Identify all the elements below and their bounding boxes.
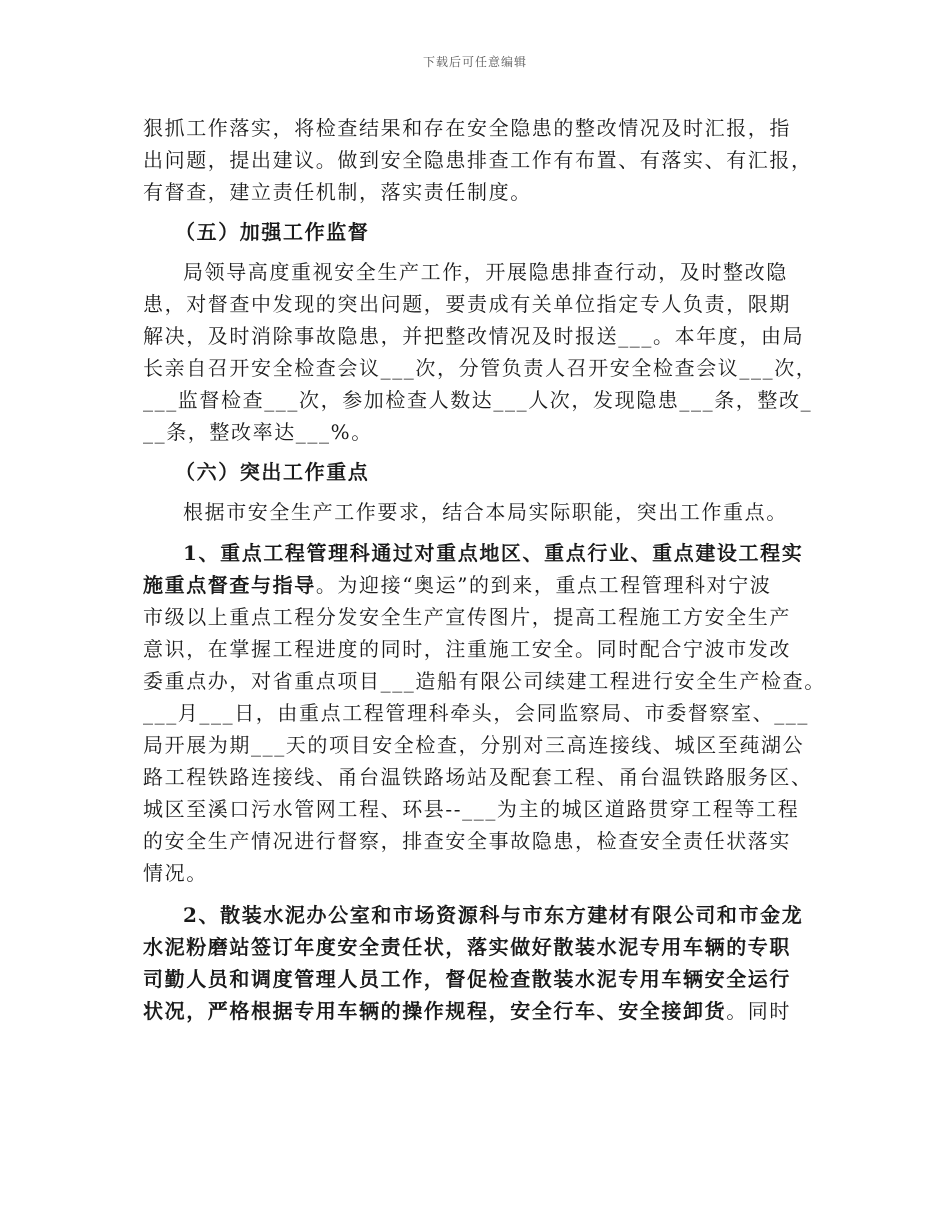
page-header-note: 下载后可任意编辑 <box>422 55 527 69</box>
text-line: ___监督检查___次，参加检查人数达___人次，发现隐患___条，整改_ <box>143 388 813 412</box>
text-line: 解决，及时消除事故隐患，并把整改情况及时报送___。本年度，由局 <box>143 324 805 348</box>
text-line: 根据市安全生产工作要求，结合本局实际职能，突出工作重点。 <box>183 500 788 524</box>
text-line: 意识，在掌握工程进度的同时，注重施工安全。同时配合宁波市发改 <box>143 637 791 661</box>
text-line: __条，整改率达___%。 <box>143 420 373 444</box>
bold-text-line: 司勤人员和调度管理人员工作，督促检查散装水泥专用车辆安全运行 <box>143 967 791 991</box>
bold-text-fragment: 施重点督查与指导 <box>143 573 316 597</box>
paragraph-implementation <box>143 112 815 208</box>
text-line: 狠抓工作落实，将检查结果和存在安全隐患的整改情况及时汇报，指 <box>143 116 791 140</box>
document-body <box>143 112 826 1027</box>
text-line: 城区至溪口污水管网工程、环县--___为主的城区道路贯穿工程等工程 <box>143 797 800 821</box>
text-fragment: 。为迎接“奥运”的到来，重点工程管理科对宁波 <box>315 573 772 597</box>
text-fragment: 。同时 <box>726 999 792 1023</box>
bold-text-line: 2、散装水泥办公室和市场资源科与市东方建材有限公司和市金龙 <box>183 903 804 927</box>
text-line: 路工程铁路连接线、甬台温铁路场站及配套工程、甬台温铁路服务区、 <box>143 765 813 789</box>
text-line: ___月___日，由重点工程管理科牵头，会同监察局、市委督察室、___ <box>143 701 809 725</box>
section-heading-key-work: （六）突出工作重点 <box>175 460 370 484</box>
paragraph-supervision <box>143 256 818 448</box>
section-heading-supervision: （五）加强工作监督 <box>175 220 370 244</box>
bold-text-line: 水泥粉磨站签订年度安全责任状，落实做好散装水泥专用车辆的专职 <box>143 935 791 959</box>
text-line: 局领导高度重视安全生产工作，开展隐患排查行动，及时整改隐 <box>183 260 788 284</box>
text-line: 的安全生产情况进行督察，排查安全事故隐患，检查安全责任状落实 <box>143 829 791 853</box>
text-line: 局开展为期___天的项目安全检查，分别对三高连接线、城区至莼湖公 <box>143 733 805 757</box>
text-line: 委重点办，对省重点项目___造船有限公司续建工程进行安全生产检查。 <box>143 669 826 693</box>
bold-text-line: 1、重点工程管理科通过对重点地区、重点行业、重点建设工程实 <box>183 541 804 565</box>
paragraph-key-work-intro <box>143 496 815 528</box>
paragraph-bulk-cement <box>143 899 815 1027</box>
text-line: 情况。 <box>143 861 208 885</box>
text-line: 有督查，建立责任机制，落实责任制度。 <box>143 180 532 204</box>
text-line: 市级以上重点工程分发安全生产宣传图片，提高工程施工方安全生产 <box>143 605 791 629</box>
bold-text-fragment: 状况，严格根据专用车辆的操作规程，安全行车、安全接卸货 <box>143 999 727 1023</box>
text-line: 出问题，提出建议。做到安全隐患排查工作有布置、有落实、有汇报， <box>143 148 813 172</box>
text-line: 患，对督查中发现的突出问题，要责成有关单位指定专人负责，限期 <box>143 292 791 316</box>
text-line: 长亲自召开安全检查会议___次，分管负责人召开安全检查会议___次， <box>143 356 818 380</box>
paragraph-key-projects <box>143 537 826 889</box>
